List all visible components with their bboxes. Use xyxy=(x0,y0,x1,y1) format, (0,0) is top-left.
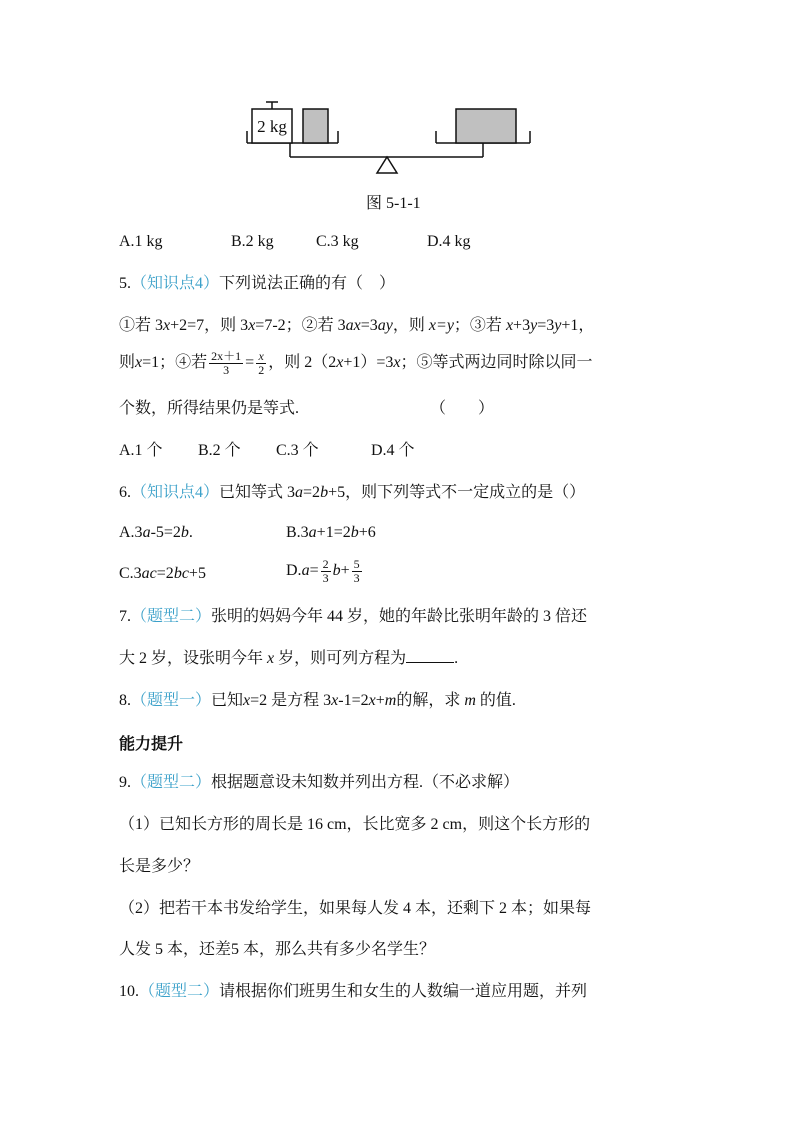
q10-tag: （题型二） xyxy=(139,983,220,1000)
fulcrum-triangle xyxy=(377,157,397,173)
q10-stem: 10.（题型二）请根据你们班男生和女生的人数编一道应用题，并列 xyxy=(119,983,588,1000)
q8-tag: （题型一） xyxy=(131,692,212,709)
q9-part1-line1: （1）已知长方形的周长是 16 cm，长比宽多 2 cm，则这个长方形的 xyxy=(119,816,591,833)
q5-number: 5. xyxy=(119,275,131,292)
q5-statements-line2: 则x=1；④若 $\frac{2x+1}{3}$ = $\frac{x}{2}$ ，则 2（2x+1）=3x；⑤等式两边同时除以同一 xyxy=(119,349,593,377)
figure-caption: 图 5-1-1 xyxy=(366,195,421,212)
q4-option-a: A.1 kg xyxy=(119,233,163,250)
q9-part1-line2: 长是多少？ xyxy=(119,858,200,875)
q5-option-d: D.4 个 xyxy=(371,442,415,459)
q7-stem-line2: 大 2 岁，设张明今年 x 岁，则可列方程为 . xyxy=(119,650,459,667)
q5-option-c: C.3 个 xyxy=(276,442,319,459)
q6-option-a: A.3a-5=2b. xyxy=(119,524,193,541)
q4-option-d: D.4 kg xyxy=(427,233,471,250)
q6-option-c: C.3ac=2bc+5 xyxy=(119,565,206,582)
q6-stem: 6.（知识点4）已知等式 3a=2b+5，则下列等式不一定成立的是（） xyxy=(119,484,586,501)
q5-statements-line3: 个数，所得结果仍是等式. xyxy=(119,400,300,417)
q7-stem-line1: 7.（题型二）张明的妈妈今年 44 岁，她的年龄比张明年龄的 3 倍还 xyxy=(119,608,588,625)
q4-option-b: B.2 kg xyxy=(231,233,274,250)
q9-part2-line2: 人发 5 本，还差5 本，那么共有多少名学生？ xyxy=(119,941,436,958)
q7-tag: （题型二） xyxy=(131,608,212,625)
section-heading: 能力提升 xyxy=(119,734,184,753)
q9-part2-line1: （2）把若干本书发给学生，如果每人发 4 本，还剩下 2 本；如果每 xyxy=(119,900,592,917)
q5-tag: （知识点4） xyxy=(131,275,220,292)
large-gray-block xyxy=(456,109,516,143)
fraction-2x-plus-1-over-3: $\frac{2x+1}{3}$ xyxy=(211,349,242,377)
q4-option-c: C.3 kg xyxy=(316,233,359,250)
q9-tag: （题型二） xyxy=(131,774,212,791)
q5-statements-line1: ①若 3x+2=7，则 3x=7-2；②若 3ax=3ay，则 x=y；③若 x+3y=3y+1， xyxy=(119,317,595,334)
fraction-5-over-3: $\frac{5}{3}$ xyxy=(353,557,360,585)
q6-tag: （知识点4） xyxy=(131,484,220,501)
fraction-2-over-3: $\frac{2}{3}$ xyxy=(322,557,329,585)
q8-stem: 8.（题型一）已知x=2 是方程 3x-1=2x+m的解，求 m 的值. xyxy=(119,692,516,709)
q9-stem: 9.（题型二）根据题意设未知数并列出方程.（不必求解） xyxy=(119,774,520,791)
q5-question: 下列说法正确的有（ ） xyxy=(219,275,396,292)
q5-option-b: B.2 个 xyxy=(198,442,241,459)
q5-option-a: A.1 个 xyxy=(119,442,163,459)
weight-label: 2 kg xyxy=(257,117,287,136)
balance-scale-diagram xyxy=(240,95,535,177)
q7-answer-blank[interactable] xyxy=(406,648,454,663)
small-gray-block xyxy=(303,109,328,143)
q6-option-b: B.3a+1=2b+6 xyxy=(286,524,376,541)
q5-answer-parentheses: （ ） xyxy=(430,400,495,417)
q5-stem xyxy=(119,272,395,296)
q6-option-d: D.a= $\frac{2}{3}$ b+ $\frac{5}{3}$ xyxy=(286,557,360,585)
fraction-x-over-2: $\frac{x}{2}$ xyxy=(258,349,265,377)
balance-scale-figure xyxy=(240,95,535,177)
